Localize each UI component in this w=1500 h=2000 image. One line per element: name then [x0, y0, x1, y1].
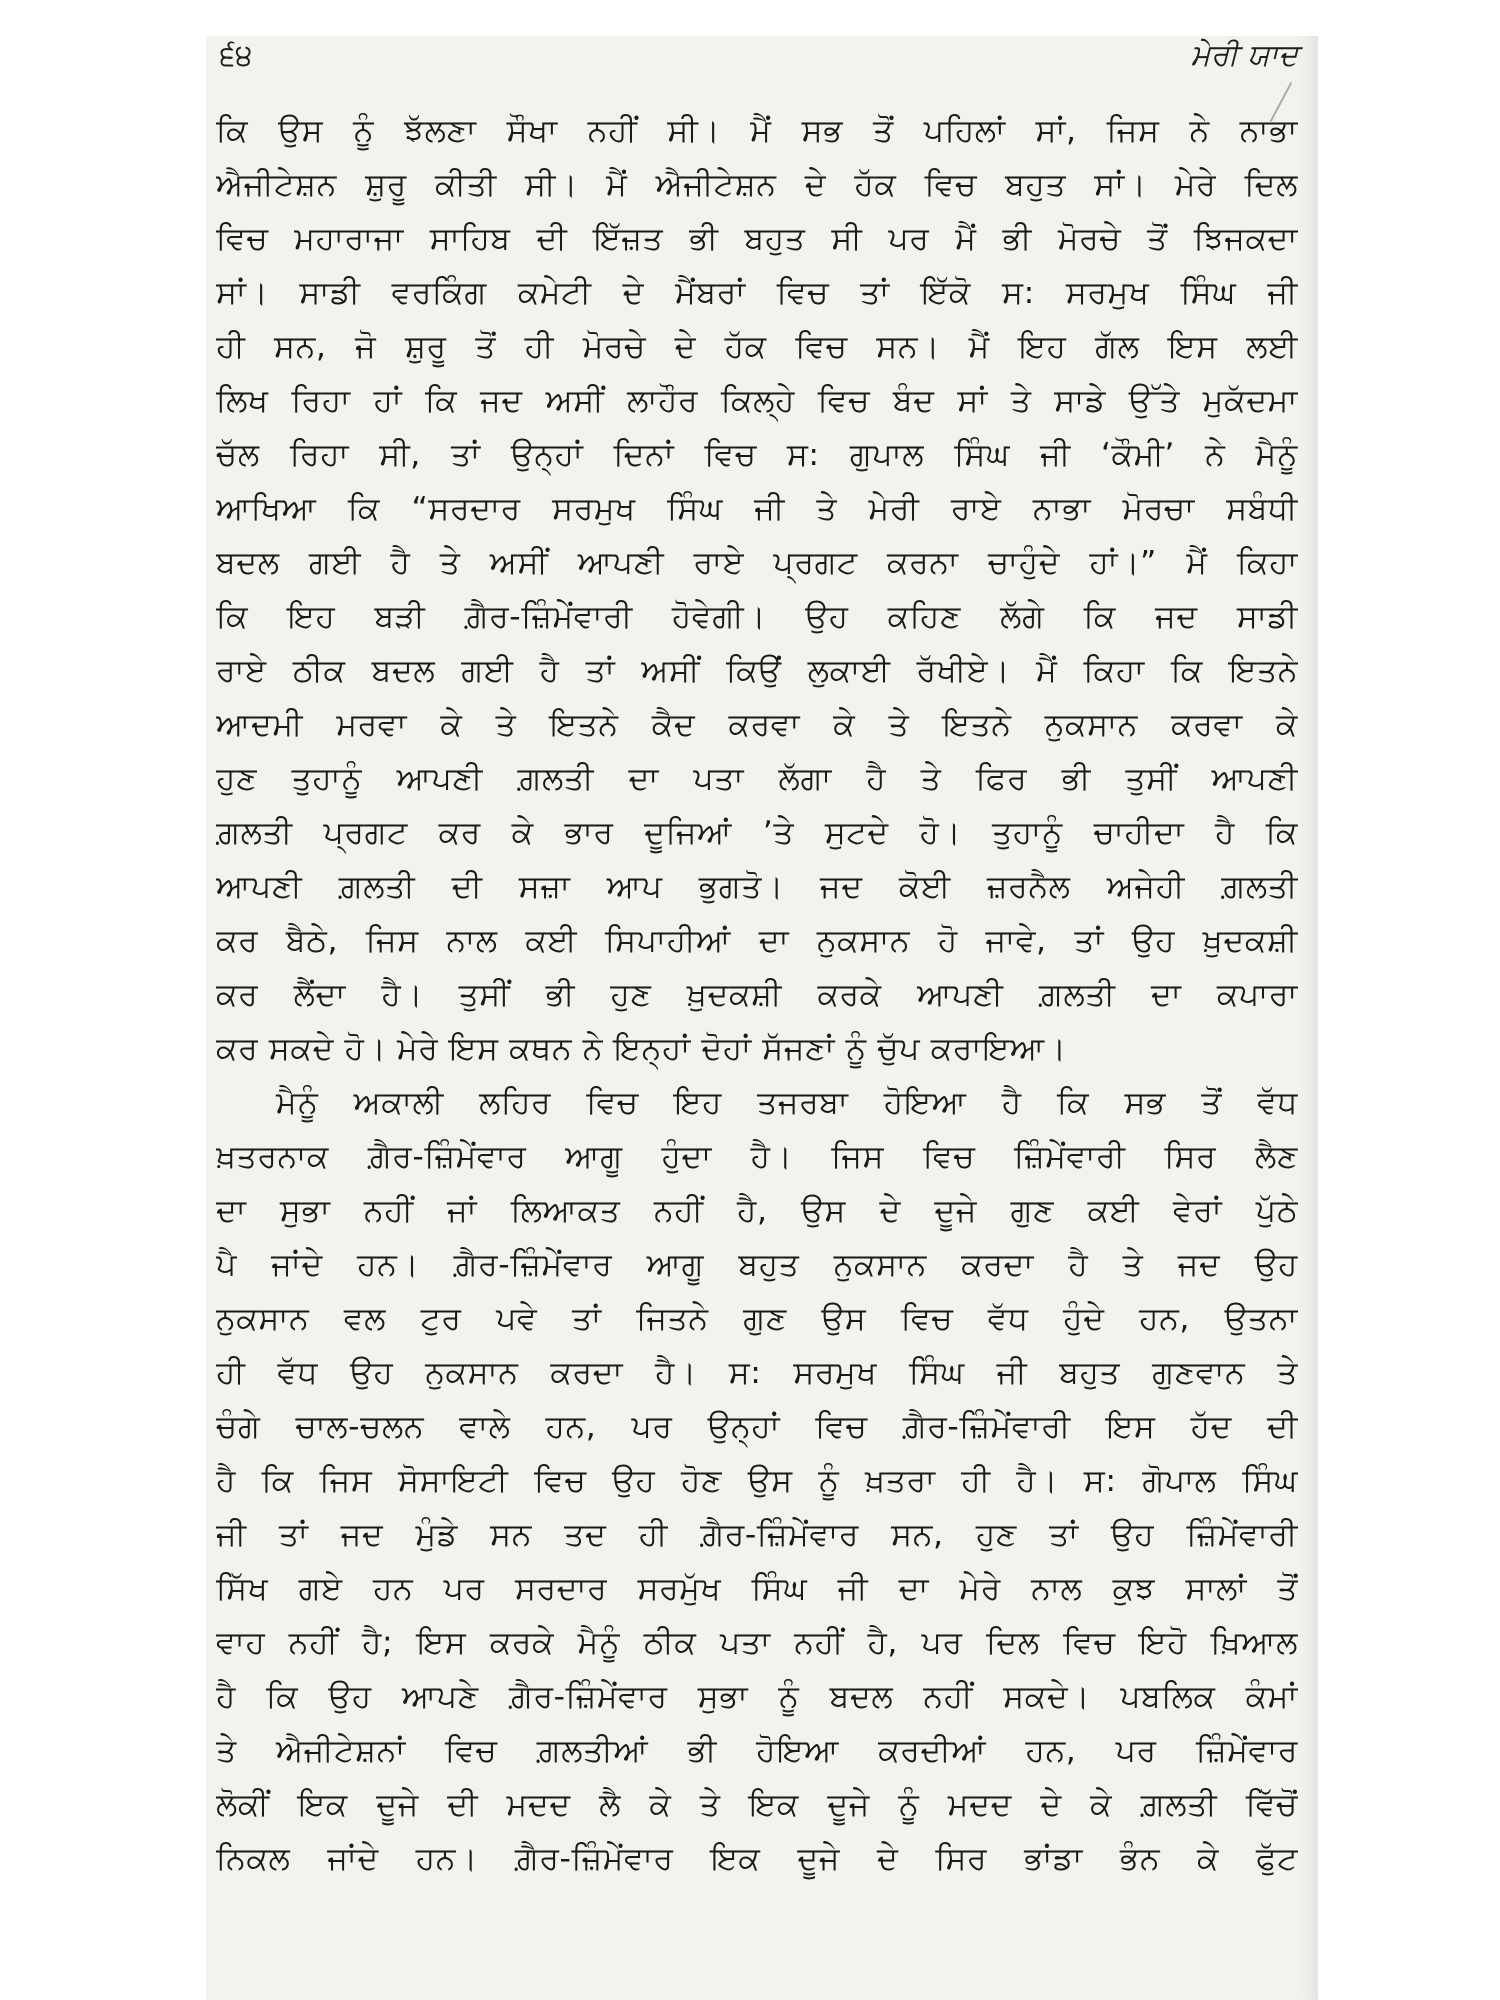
- text-line: ਜੀ ਤਾਂ ਜਦ ਮੁੰਡੇ ਸਨ ਤਦ ਹੀ ਗ਼ੈਰ-ਜ਼ਿੰਮੇਂਵਾਰ ਸਨ, ਹੁਣ ਤਾਂ ਉਹ ਜ਼ਿੰਮੇਂਵਾਰੀ: [216, 1517, 1298, 1553]
- text-line: ਤੇ ਐਜੀਟੇਸ਼ਨਾਂ ਵਿਚ ਗ਼ਲਤੀਆਂ ਭੀ ਹੋਇਆ ਕਰਦੀਆਂ ਹਨ, ਪਰ ਜ਼ਿੰਮੇਂਵਾਰ: [216, 1733, 1298, 1769]
- text-line: ਹੀ ਵੱਧ ਉਹ ਨੁਕਸਾਨ ਕਰਦਾ ਹੈ। ਸ: ਸਰਮੁਖ ਸਿੰਘ ਜੀ ਬਹੁਤ ਗੁਣਵਾਨ ਤੇ: [216, 1355, 1298, 1391]
- book-page: [206, 36, 1318, 2000]
- text-line: ਨਿਕਲ ਜਾਂਦੇ ਹਨ। ਗ਼ੈਰ-ਜ਼ਿੰਮੇਂਵਾਰ ਇਕ ਦੂਜੇ ਦੇ ਸਿਰ ਭਾਂਡਾ ਭੰਨ ਕੇ ਫੁੱਟ: [216, 1841, 1298, 1877]
- text-line: ਐਜੀਟੇਸ਼ਨ ਸ਼ੁਰੂ ਕੀਤੀ ਸੀ। ਮੈਂ ਐਜੀਟੇਸ਼ਨ ਦੇ ਹੱਕ ਵਿਚ ਬਹੁਤ ਸਾਂ। ਮੇਰੇ ਦਿਲ: [216, 167, 1298, 203]
- text-line: ਹੁਣ ਤੁਹਾਨੂੰ ਆਪਣੀ ਗ਼ਲਤੀ ਦਾ ਪਤਾ ਲੱਗਾ ਹੈ ਤੇ ਫਿਰ ਭੀ ਤੁਸੀਂ ਆਪਣੀ: [216, 761, 1298, 797]
- text-line: ਆਦਮੀ ਮਰਵਾ ਕੇ ਤੇ ਇਤਨੇ ਕੈਦ ਕਰਵਾ ਕੇ ਤੇ ਇਤਨੇ ਨੁਕਸਾਨ ਕਰਵਾ ਕੇ: [216, 707, 1298, 743]
- text-line: ਲੋਕੀਂ ਇਕ ਦੂਜੇ ਦੀ ਮਦਦ ਲੈ ਕੇ ਤੇ ਇਕ ਦੂਜੇ ਨੂੰ ਮਦਦ ਦੇ ਕੇ ਗ਼ਲਤੀ ਵਿੱਚੋਂ: [216, 1787, 1298, 1823]
- text-line: ਲਿਖ ਰਿਹਾ ਹਾਂ ਕਿ ਜਦ ਅਸੀਂ ਲਾਹੌਰ ਕਿਲ੍ਹੇ ਵਿਚ ਬੰਦ ਸਾਂ ਤੇ ਸਾਡੇ ਉੱਤੇ ਮੁਕੱਦਮਾ: [216, 383, 1298, 419]
- text-line: ਰਾਏ ਠੀਕ ਬਦਲ ਗਈ ਹੈ ਤਾਂ ਅਸੀਂ ਕਿਉਂ ਲੁਕਾਈ ਰੱਖੀਏ। ਮੈਂ ਕਿਹਾ ਕਿ ਇਤਨੇ: [216, 653, 1298, 689]
- page-header: [206, 36, 1318, 96]
- text-line: ਖ਼ਤਰਨਾਕ ਗ਼ੈਰ-ਜ਼ਿੰਮੇਂਵਾਰ ਆਗੂ ਹੁੰਦਾ ਹੈ। ਜਿਸ ਵਿਚ ਜ਼ਿੰਮੇਂਵਾਰੀ ਸਿਰ ਲੈਣ: [216, 1139, 1298, 1175]
- text-line: ਪੈ ਜਾਂਦੇ ਹਨ। ਗ਼ੈਰ-ਜ਼ਿੰਮੇਂਵਾਰ ਆਗੂ ਬਹੁਤ ਨੁਕਸਾਨ ਕਰਦਾ ਹੈ ਤੇ ਜਦ ਉਹ: [216, 1247, 1298, 1283]
- text-line: ਹੈ ਕਿ ਜਿਸ ਸੋਸਾਇਟੀ ਵਿਚ ਉਹ ਹੋਣ ਉਸ ਨੂੰ ਖ਼ਤਰਾ ਹੀ ਹੈ। ਸ: ਗੋਪਾਲ ਸਿੰਘ: [216, 1463, 1298, 1499]
- text-line: ਹੈ ਕਿ ਉਹ ਆਪਣੇ ਗ਼ੈਰ-ਜ਼ਿੰਮੇਂਵਾਰ ਸੁਭਾ ਨੂੰ ਬਦਲ ਨਹੀਂ ਸਕਦੇ। ਪਬਲਿਕ ਕੰਮਾਂ: [216, 1679, 1298, 1715]
- running-head: ਮੇਰੀ ਯਾਦ: [1190, 38, 1298, 73]
- text-line: ਆਪਣੀ ਗ਼ਲਤੀ ਦੀ ਸਜ਼ਾ ਆਪ ਭੁਗਤੋ। ਜਦ ਕੋਈ ਜ਼ਰਨੈਲ ਅਜੇਹੀ ਗ਼ਲਤੀ: [216, 869, 1298, 905]
- text-line: ਆਖਿਆ ਕਿ “ਸਰਦਾਰ ਸਰਮੁਖ ਸਿੰਘ ਜੀ ਤੇ ਮੇਰੀ ਰਾਏ ਨਾਭਾ ਮੋਰਚਾ ਸਬੰਧੀ: [216, 491, 1298, 527]
- text-line: ਦਾ ਸੁਭਾ ਨਹੀਂ ਜਾਂ ਲਿਆਕਤ ਨਹੀਂ ਹੈ, ਉਸ ਦੇ ਦੂਜੇ ਗੁਣ ਕਈ ਵੇਰਾਂ ਪੁੱਠੇ: [216, 1193, 1298, 1229]
- body-text: [216, 104, 1298, 1886]
- page-number: ੬੪: [220, 38, 253, 73]
- text-line: ਕਰ ਲੈਂਦਾ ਹੈ। ਤੁਸੀਂ ਭੀ ਹੁਣ ਖ਼ੁਦਕਸ਼ੀ ਕਰਕੇ ਆਪਣੀ ਗ਼ਲਤੀ ਦਾ ਕਪਾਰਾ: [216, 977, 1298, 1013]
- text-line: ਗ਼ਲਤੀ ਪ੍ਰਗਟ ਕਰ ਕੇ ਭਾਰ ਦੂਜਿਆਂ ’ਤੇ ਸੁਟਦੇ ਹੋ। ਤੁਹਾਨੂੰ ਚਾਹੀਦਾ ਹੈ ਕਿ: [216, 815, 1298, 851]
- text-line: ਬਦਲ ਗਈ ਹੈ ਤੇ ਅਸੀਂ ਆਪਣੀ ਰਾਏ ਪ੍ਰਗਟ ਕਰਨਾ ਚਾਹੁੰਦੇ ਹਾਂ।” ਮੈਂ ਕਿਹਾ: [216, 545, 1298, 581]
- paragraph-start-line: ਮੈਨੂੰ ਅਕਾਲੀ ਲਹਿਰ ਵਿਚ ਇਹ ਤਜਰਬਾ ਹੋਇਆ ਹੈ ਕਿ ਸਭ ਤੋਂ ਵੱਧ: [276, 1085, 1298, 1121]
- text-line: ਸਾਂ। ਸਾਡੀ ਵਰਕਿੰਗ ਕਮੇਟੀ ਦੇ ਮੈਂਬਰਾਂ ਵਿਚ ਤਾਂ ਇੱਕੋ ਸ: ਸਰਮੁਖ ਸਿੰਘ ਜੀ: [216, 275, 1298, 311]
- text-line: ਕਰ ਬੈਠੇ, ਜਿਸ ਨਾਲ ਕਈ ਸਿਪਾਹੀਆਂ ਦਾ ਨੁਕਸਾਨ ਹੋ ਜਾਵੇ, ਤਾਂ ਉਹ ਖ਼ੁਦਕਸ਼ੀ: [216, 923, 1298, 959]
- text-line: ਚੱਲ ਰਿਹਾ ਸੀ, ਤਾਂ ਉਨ੍ਹਾਂ ਦਿਨਾਂ ਵਿਚ ਸ: ਗੁਪਾਲ ਸਿੰਘ ਜੀ ‘ਕੌਮੀ’ ਨੇ ਮੈਨੂੰ: [216, 437, 1298, 473]
- text-line: ਵਾਹ ਨਹੀਂ ਹੈ; ਇਸ ਕਰਕੇ ਮੈਨੂੰ ਠੀਕ ਪਤਾ ਨਹੀਂ ਹੈ, ਪਰ ਦਿਲ ਵਿਚ ਇਹੋ ਖ਼ਿਆਲ: [216, 1625, 1298, 1661]
- text-line: ਕਿ ਇਹ ਬੜੀ ਗ਼ੈਰ-ਜ਼ਿੰਮੇਂਵਾਰੀ ਹੋਵੇਗੀ। ਉਹ ਕਹਿਣ ਲੱਗੇ ਕਿ ਜਦ ਸਾਡੀ: [216, 599, 1298, 635]
- text-line: ਚੰਗੇ ਚਾਲ-ਚਲਨ ਵਾਲੇ ਹਨ, ਪਰ ਉਨ੍ਹਾਂ ਵਿਚ ਗ਼ੈਰ-ਜ਼ਿੰਮੇਂਵਾਰੀ ਇਸ ਹੱਦ ਦੀ: [216, 1409, 1298, 1445]
- text-line: ਸਿੱਖ ਗਏ ਹਨ ਪਰ ਸਰਦਾਰ ਸਰਮੁੱਖ ਸਿੰਘ ਜੀ ਦਾ ਮੇਰੇ ਨਾਲ ਕੁਝ ਸਾਲਾਂ ਤੋਂ: [216, 1571, 1298, 1607]
- text-line: ਹੀ ਸਨ, ਜੋ ਸ਼ੁਰੂ ਤੋਂ ਹੀ ਮੋਰਚੇ ਦੇ ਹੱਕ ਵਿਚ ਸਨ। ਮੈਂ ਇਹ ਗੱਲ ਇਸ ਲਈ: [216, 329, 1298, 365]
- text-line: ਕਰ ਸਕਦੇ ਹੋ। ਮੇਰੇ ਇਸ ਕਥਨ ਨੇ ਇਨ੍ਹਾਂ ਦੋਹਾਂ ਸੱਜਣਾਂ ਨੂੰ ਚੁੱਪ ਕਰਾਇਆ।: [216, 1031, 1067, 1067]
- text-line: ਵਿਚ ਮਹਾਰਾਜਾ ਸਾਹਿਬ ਦੀ ਇੱਜ਼ਤ ਭੀ ਬਹੁਤ ਸੀ ਪਰ ਮੈਂ ਭੀ ਮੋਰਚੇ ਤੋਂ ਝਿਜਕਦਾ: [216, 221, 1298, 257]
- text-line: ਕਿ ਉਸ ਨੂੰ ਝੱਲਣਾ ਸੌਖਾ ਨਹੀਂ ਸੀ। ਮੈਂ ਸਭ ਤੋਂ ਪਹਿਲਾਂ ਸਾਂ, ਜਿਸ ਨੇ ਨਾਭਾ: [216, 113, 1298, 149]
- text-line: ਨੁਕਸਾਨ ਵਲ ਟੁਰ ਪਵੇ ਤਾਂ ਜਿਤਨੇ ਗੁਣ ਉਸ ਵਿਚ ਵੱਧ ਹੁੰਦੇ ਹਨ, ਉਤਨਾ: [216, 1301, 1298, 1337]
